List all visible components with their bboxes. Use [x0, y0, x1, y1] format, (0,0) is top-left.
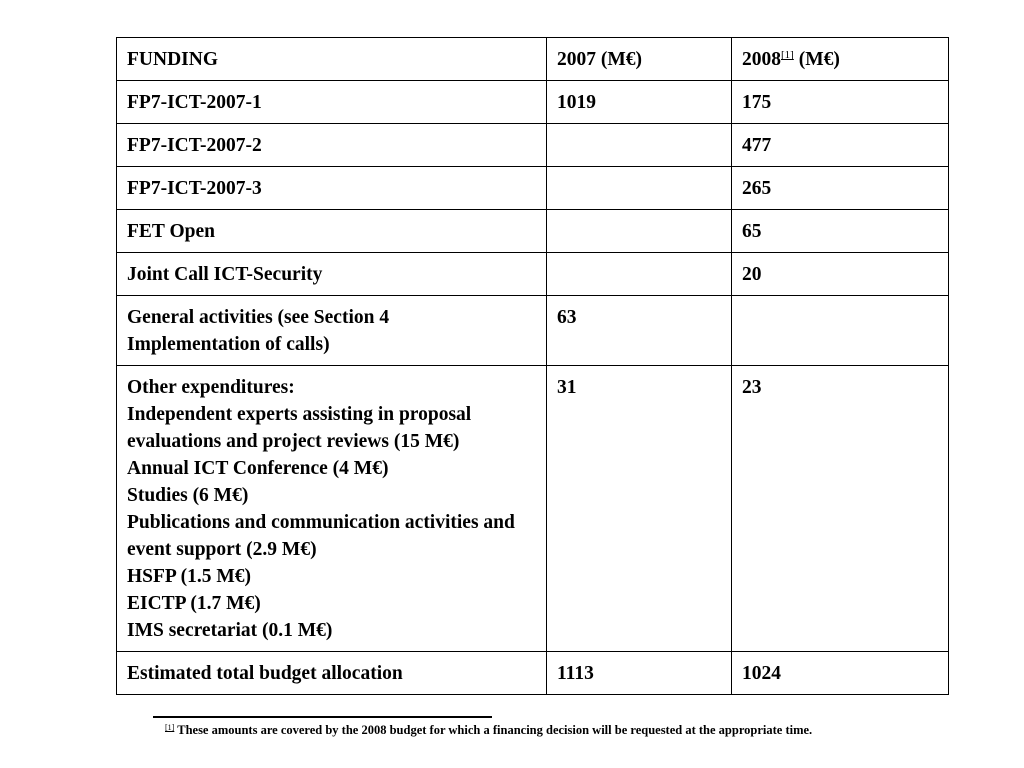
row-value-2007 [547, 253, 732, 296]
row-value-2007 [547, 210, 732, 253]
table-row [117, 124, 949, 167]
row-value-2007 [547, 167, 732, 210]
row-label: Other expenditures: Independent experts assisting in proposal evaluations and project reviews (15 M€) Annual ICT Conference (4 M€) Studies (6 M€) Publications and communication activities and event support (2.9 M€) HSFP (1.5 M€) EICTP (1.7 M€) IMS secretariat (0.1 M€) [117, 366, 547, 652]
table-row [117, 210, 949, 253]
row-value-2008: 265 [732, 167, 949, 210]
row-label: Estimated total budget allocation [117, 652, 547, 695]
header-2008-year: 2008 [742, 49, 781, 70]
row-value-2007: 1019 [547, 81, 732, 124]
row-value-2008: 477 [732, 124, 949, 167]
row-value-2007: 63 [547, 296, 732, 366]
row-value-2007: 31 [547, 366, 732, 652]
row-label: FP7-ICT-2007-3 [117, 167, 547, 210]
header-2008-unit: (M€) [793, 49, 840, 70]
row-value-2008: 23 [732, 366, 949, 652]
footnote-marker-link[interactable]: [1] [165, 723, 175, 732]
row-label: FP7-ICT-2007-2 [117, 124, 547, 167]
table-total-row [117, 652, 949, 695]
table-row [117, 253, 949, 296]
table-row [117, 81, 949, 124]
header-funding: FUNDING [117, 38, 547, 81]
row-value-2007: 1113 [547, 652, 732, 695]
row-value-2008 [732, 296, 949, 366]
footnote-ref-link[interactable]: [1] [781, 49, 794, 61]
table-row [117, 296, 949, 366]
table-row [117, 366, 949, 652]
table-row [117, 167, 949, 210]
row-label: FP7-ICT-2007-1 [117, 81, 547, 124]
row-value-2007 [547, 124, 732, 167]
header-2008 [732, 38, 949, 81]
table-header-row [117, 38, 949, 81]
funding-table [116, 37, 949, 695]
row-label: General activities (see Section 4 Implementation of calls) [117, 296, 547, 366]
row-value-2008: 20 [732, 253, 949, 296]
header-2007: 2007 (M€) [547, 38, 732, 81]
footnote-separator [153, 716, 492, 718]
footnote-text: These amounts are covered by the 2008 budget for which a financing decision will be requested at the appropriate time. [174, 723, 813, 737]
footnote [165, 723, 812, 738]
row-label: FET Open [117, 210, 547, 253]
row-value-2008: 175 [732, 81, 949, 124]
row-value-2008: 65 [732, 210, 949, 253]
row-label: Joint Call ICT-Security [117, 253, 547, 296]
row-value-2008: 1024 [732, 652, 949, 695]
